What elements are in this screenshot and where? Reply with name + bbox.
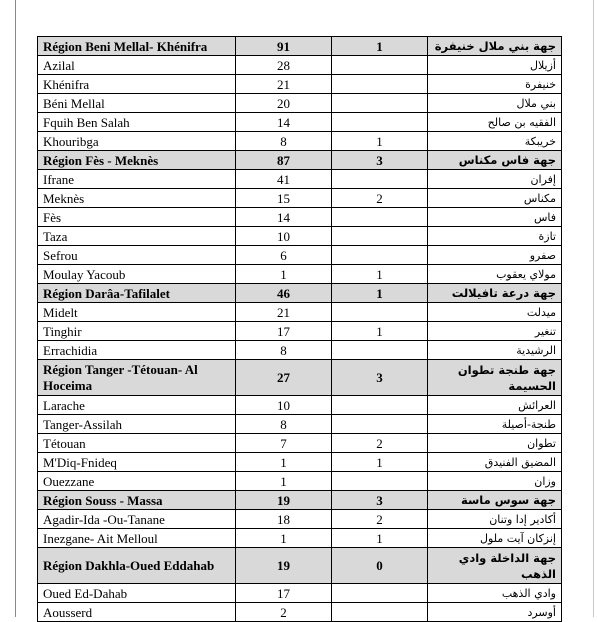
- name-ar-cell: إفران: [428, 170, 562, 189]
- count-1-cell: 7: [236, 434, 332, 453]
- name-fr-cell: Ifrane: [38, 170, 236, 189]
- count-2-cell: 1: [332, 322, 428, 341]
- province-row: [38, 189, 562, 208]
- count-2-cell: 1: [332, 265, 428, 284]
- name-ar-cell: خنيفرة: [428, 75, 562, 94]
- count-1-cell: 1: [236, 472, 332, 491]
- count-1-cell: 18: [236, 510, 332, 529]
- province-row: [38, 303, 562, 322]
- name-fr-cell: Région Darâa-Tafilalet: [38, 284, 236, 303]
- name-ar-cell: جهة بني ملال خنيفرة: [428, 37, 562, 56]
- count-2-cell: 1: [332, 37, 428, 56]
- province-row: [38, 453, 562, 472]
- count-1-cell: 6: [236, 246, 332, 265]
- name-ar-cell: خريبكة: [428, 132, 562, 151]
- name-fr-cell: Fquih Ben Salah: [38, 113, 236, 132]
- name-ar-cell: جهة طنجة تطوان الحسيمة: [428, 360, 562, 396]
- count-2-cell: [332, 56, 428, 75]
- count-1-cell: 8: [236, 415, 332, 434]
- count-2-cell: [332, 584, 428, 603]
- name-ar-cell: فاس: [428, 208, 562, 227]
- province-row: [38, 434, 562, 453]
- count-2-cell: [332, 396, 428, 415]
- count-2-cell: [332, 75, 428, 94]
- count-1-cell: 17: [236, 322, 332, 341]
- name-fr-cell: Région Souss - Massa: [38, 491, 236, 510]
- name-fr-cell: M'Diq-Fnideq: [38, 453, 236, 472]
- province-row: [38, 227, 562, 246]
- count-2-cell: [332, 208, 428, 227]
- count-2-cell: 1: [332, 132, 428, 151]
- count-1-cell: 8: [236, 132, 332, 151]
- name-ar-cell: جهة سوس ماسة: [428, 491, 562, 510]
- name-fr-cell: Tinghir: [38, 322, 236, 341]
- name-ar-cell: الرشيدية: [428, 341, 562, 360]
- count-1-cell: 21: [236, 303, 332, 322]
- name-ar-cell: إنزكان آيت ملول: [428, 529, 562, 548]
- count-1-cell: 46: [236, 284, 332, 303]
- province-row: [38, 75, 562, 94]
- count-2-cell: 3: [332, 360, 428, 396]
- count-1-cell: 87: [236, 151, 332, 170]
- count-2-cell: [332, 227, 428, 246]
- province-row: [38, 472, 562, 491]
- name-fr-cell: Larache: [38, 396, 236, 415]
- province-row: [38, 94, 562, 113]
- province-row: [38, 322, 562, 341]
- name-ar-cell: أوسرد: [428, 603, 562, 622]
- name-ar-cell: العرائش: [428, 396, 562, 415]
- name-fr-cell: Khouribga: [38, 132, 236, 151]
- province-row: [38, 246, 562, 265]
- count-1-cell: 1: [236, 529, 332, 548]
- count-2-cell: [332, 303, 428, 322]
- province-row: [38, 341, 562, 360]
- count-1-cell: 19: [236, 548, 332, 584]
- province-row: [38, 510, 562, 529]
- count-2-cell: [332, 603, 428, 622]
- province-row: [38, 265, 562, 284]
- count-1-cell: 41: [236, 170, 332, 189]
- count-2-cell: [332, 113, 428, 132]
- page-right-border: [593, 0, 594, 617]
- name-ar-cell: جهة الداخلة وادي الذهب: [428, 548, 562, 584]
- name-fr-cell: Taza: [38, 227, 236, 246]
- count-1-cell: 28: [236, 56, 332, 75]
- name-ar-cell: جهة فاس مكناس: [428, 151, 562, 170]
- region-row: [38, 491, 562, 510]
- count-2-cell: [332, 472, 428, 491]
- name-ar-cell: جهة درعة تافيلالت: [428, 284, 562, 303]
- count-2-cell: [332, 246, 428, 265]
- count-2-cell: 2: [332, 510, 428, 529]
- region-row: [38, 548, 562, 584]
- count-2-cell: 0: [332, 548, 428, 584]
- region-row: [38, 151, 562, 170]
- count-1-cell: 14: [236, 208, 332, 227]
- count-1-cell: 20: [236, 94, 332, 113]
- name-ar-cell: مولاي يعقوب: [428, 265, 562, 284]
- name-fr-cell: Tétouan: [38, 434, 236, 453]
- count-1-cell: 14: [236, 113, 332, 132]
- name-fr-cell: Sefrou: [38, 246, 236, 265]
- name-fr-cell: Khénifra: [38, 75, 236, 94]
- name-ar-cell: وزان: [428, 472, 562, 491]
- count-2-cell: 1: [332, 284, 428, 303]
- name-fr-cell: Tanger-Assilah: [38, 415, 236, 434]
- count-1-cell: 15: [236, 189, 332, 208]
- province-row: [38, 113, 562, 132]
- name-fr-cell: Moulay Yacoub: [38, 265, 236, 284]
- name-fr-cell: Aousserd: [38, 603, 236, 622]
- name-ar-cell: طنجة-أصيلة: [428, 415, 562, 434]
- count-1-cell: 8: [236, 341, 332, 360]
- count-1-cell: 10: [236, 396, 332, 415]
- name-ar-cell: وادي الذهب: [428, 584, 562, 603]
- count-1-cell: 2: [236, 603, 332, 622]
- province-row: [38, 56, 562, 75]
- regions-table: [37, 36, 562, 622]
- region-row: [38, 37, 562, 56]
- count-2-cell: 3: [332, 491, 428, 510]
- name-fr-cell: Midelt: [38, 303, 236, 322]
- count-1-cell: 19: [236, 491, 332, 510]
- region-row: [38, 284, 562, 303]
- name-ar-cell: المضيق الفنيدق: [428, 453, 562, 472]
- province-row: [38, 170, 562, 189]
- province-row: [38, 415, 562, 434]
- count-1-cell: 1: [236, 453, 332, 472]
- count-1-cell: 17: [236, 584, 332, 603]
- name-fr-cell: Ouezzane: [38, 472, 236, 491]
- province-row: [38, 132, 562, 151]
- name-fr-cell: Oued Ed-Dahab: [38, 584, 236, 603]
- count-2-cell: [332, 415, 428, 434]
- count-1-cell: 1: [236, 265, 332, 284]
- province-row: [38, 584, 562, 603]
- count-2-cell: [332, 170, 428, 189]
- count-1-cell: 21: [236, 75, 332, 94]
- name-ar-cell: تازة: [428, 227, 562, 246]
- name-fr-cell: Région Dakhla-Oued Eddahab: [38, 548, 236, 584]
- province-row: [38, 208, 562, 227]
- name-ar-cell: تطوان: [428, 434, 562, 453]
- count-2-cell: [332, 341, 428, 360]
- name-ar-cell: أكادير إدا وتنان: [428, 510, 562, 529]
- page-left-border: [15, 0, 16, 617]
- name-ar-cell: الفقيه بن صالح: [428, 113, 562, 132]
- name-ar-cell: صفرو: [428, 246, 562, 265]
- province-row: [38, 396, 562, 415]
- name-fr-cell: Errachidia: [38, 341, 236, 360]
- name-ar-cell: تنغير: [428, 322, 562, 341]
- count-2-cell: [332, 94, 428, 113]
- count-1-cell: 27: [236, 360, 332, 396]
- count-2-cell: 2: [332, 189, 428, 208]
- name-fr-cell: Région Tanger -Tétouan- Al Hoceima: [38, 360, 236, 396]
- name-fr-cell: Inezgane- Ait Melloul: [38, 529, 236, 548]
- count-2-cell: 1: [332, 529, 428, 548]
- name-ar-cell: مكناس: [428, 189, 562, 208]
- count-2-cell: 1: [332, 453, 428, 472]
- name-ar-cell: بني ملال: [428, 94, 562, 113]
- province-row: [38, 603, 562, 622]
- name-ar-cell: أزيلال: [428, 56, 562, 75]
- count-2-cell: 3: [332, 151, 428, 170]
- name-fr-cell: Azilal: [38, 56, 236, 75]
- name-fr-cell: Béni Mellal: [38, 94, 236, 113]
- name-fr-cell: Fès: [38, 208, 236, 227]
- name-fr-cell: Région Beni Mellal- Khénifra: [38, 37, 236, 56]
- count-1-cell: 10: [236, 227, 332, 246]
- name-fr-cell: Région Fès - Meknès: [38, 151, 236, 170]
- name-fr-cell: Meknès: [38, 189, 236, 208]
- region-row: [38, 360, 562, 396]
- count-1-cell: 91: [236, 37, 332, 56]
- name-fr-cell: Agadir-Ida -Ou-Tanane: [38, 510, 236, 529]
- regions-table-body: [38, 37, 562, 622]
- name-ar-cell: ميدلت: [428, 303, 562, 322]
- count-2-cell: 2: [332, 434, 428, 453]
- province-row: [38, 529, 562, 548]
